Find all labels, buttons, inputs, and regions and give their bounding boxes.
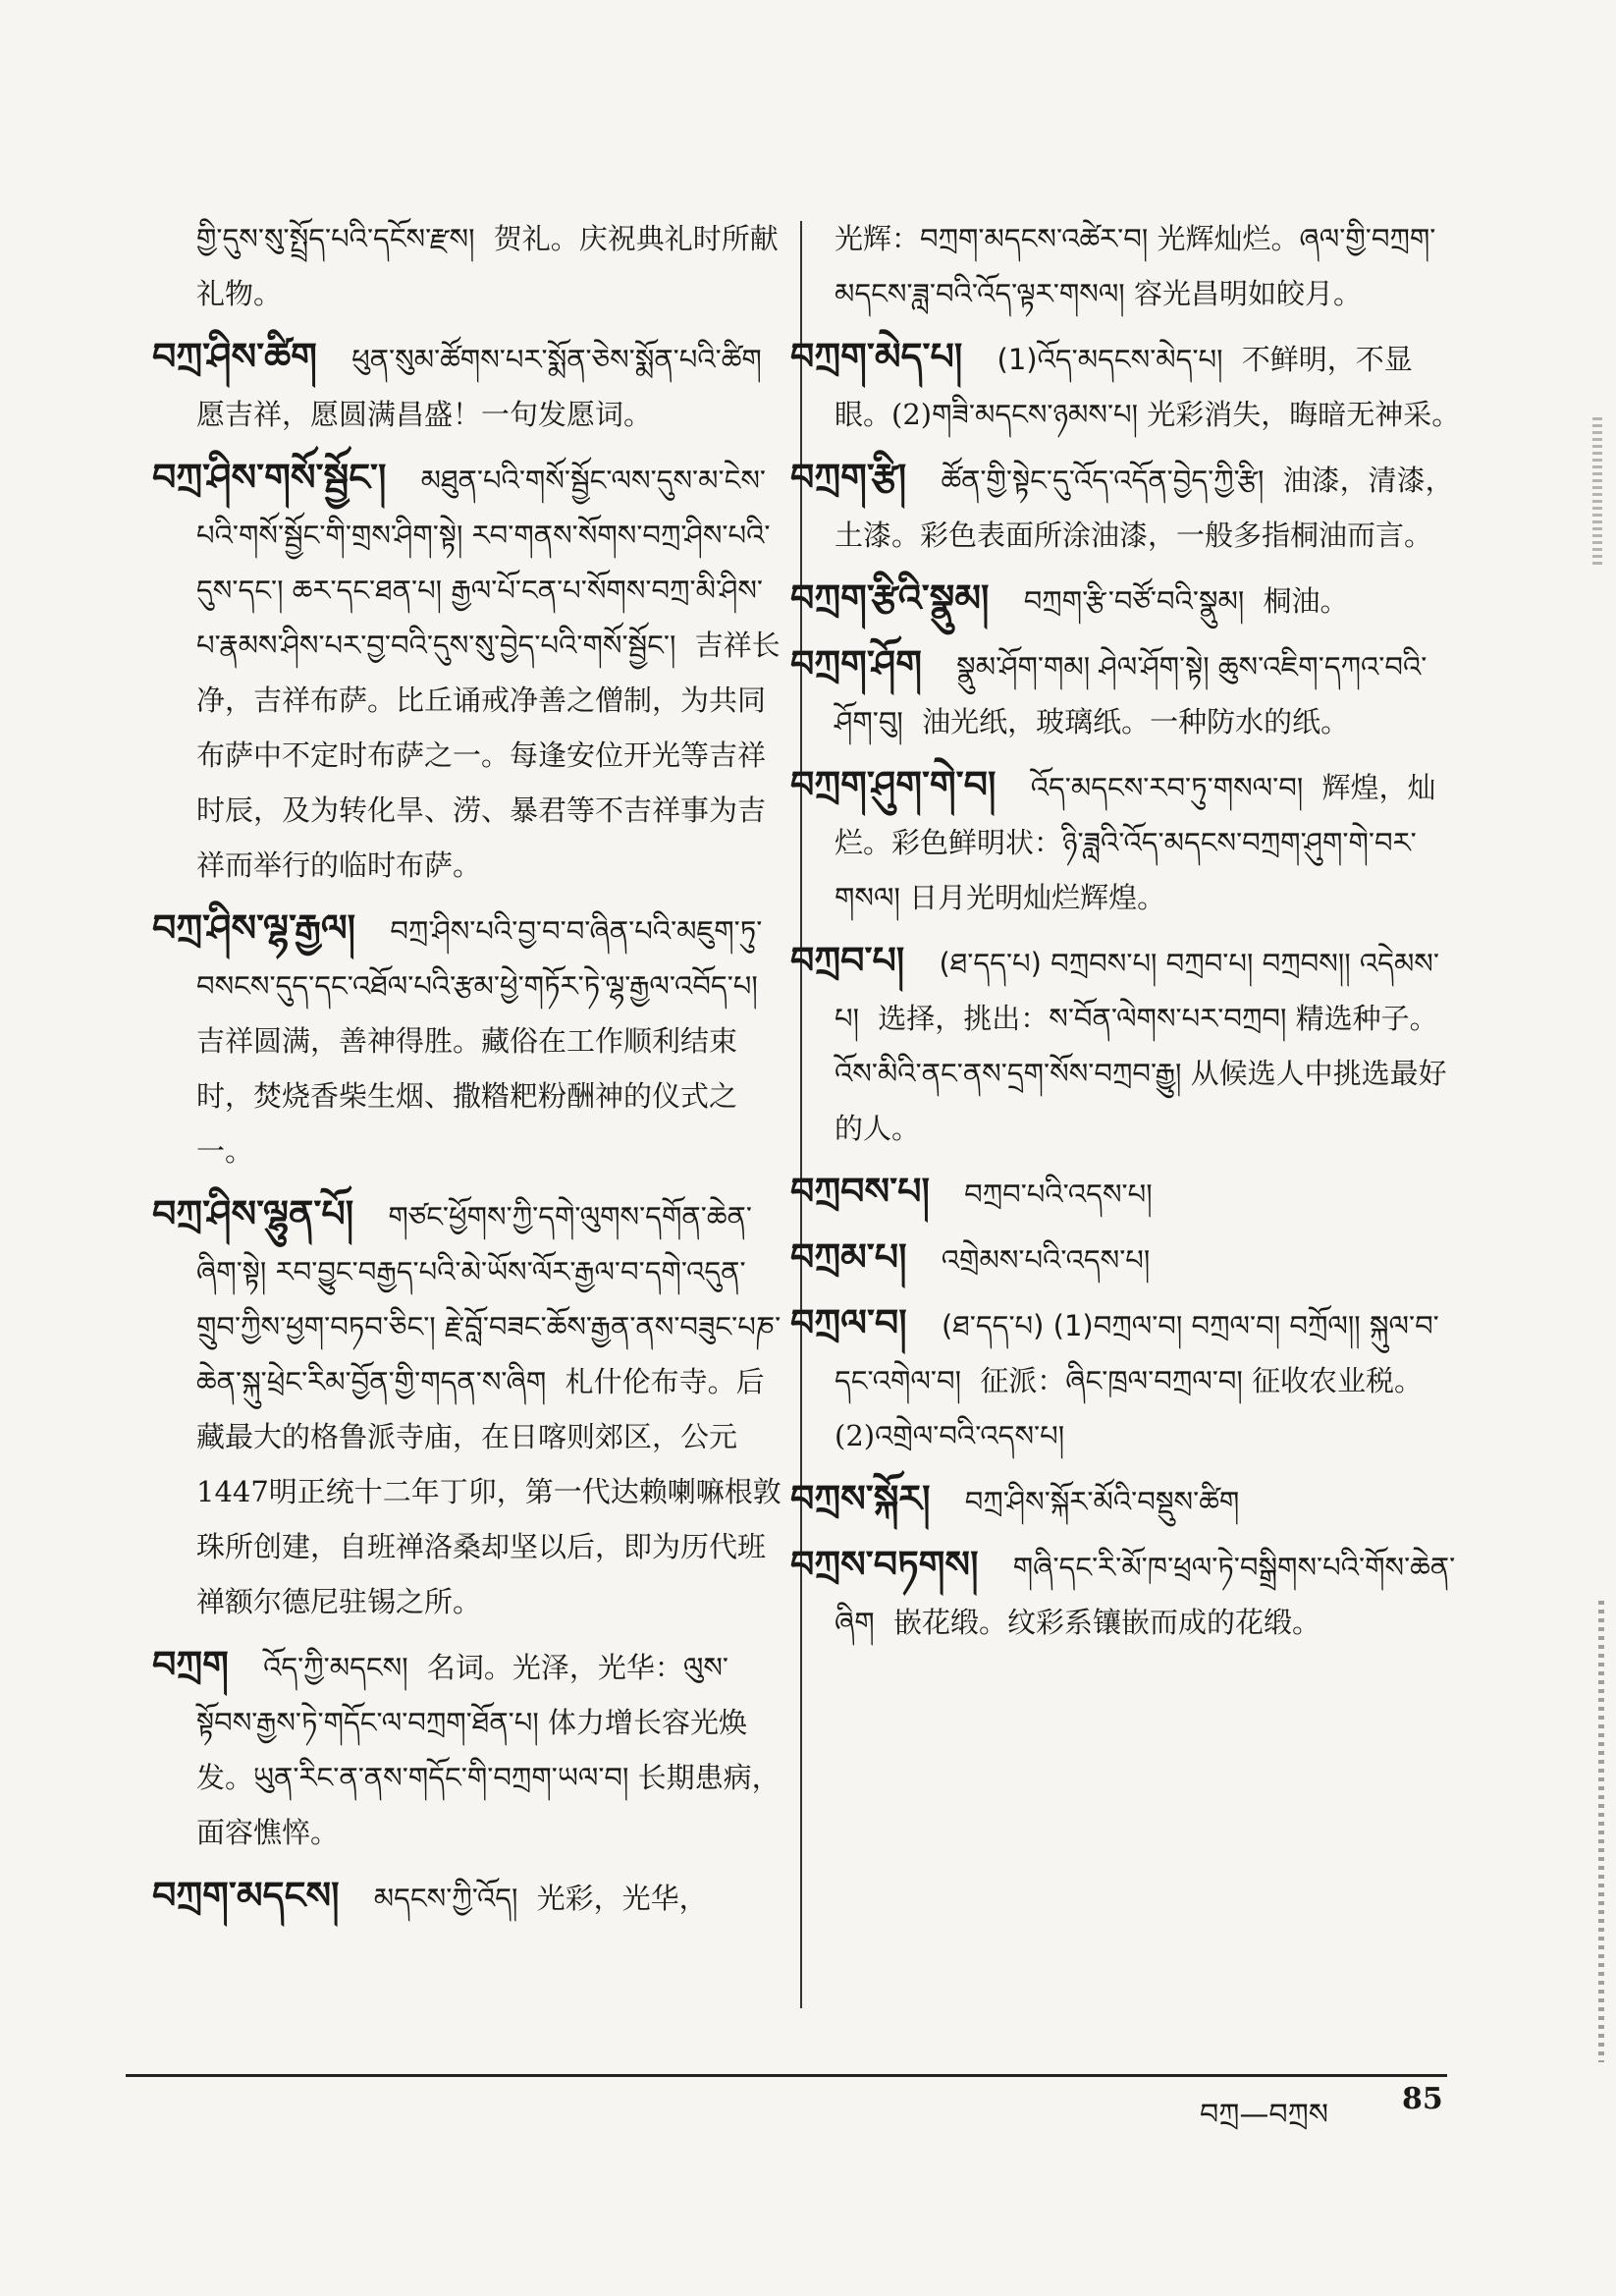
dictionary-entry bbox=[152, 450, 785, 893]
entry-tibetan: འོད་ཀྱི་མདངས། bbox=[263, 1651, 408, 1684]
dictionary-entry bbox=[790, 571, 1463, 629]
entry-headword: བཀྲག་ཤོག bbox=[790, 642, 922, 685]
dictionary-entry bbox=[835, 211, 1463, 321]
entry-tibetan: བཀྲག་རྩི་བཙོ་བའི་སྣུམ། bbox=[1023, 584, 1245, 618]
dictionary-entry bbox=[152, 329, 785, 442]
dictionary-entry bbox=[152, 901, 785, 1178]
entry-chinese: 贺礼。庆祝典礼时所献礼物。 bbox=[196, 222, 779, 310]
entry-chinese: 光辉：བཀྲག་མདངས་འཚེར་བ། 光辉灿烂。ཞལ་གྱི་བཀྲག་མདངས་ཟླ་བའི་འོད་ལྟར་གསལ། 容光昌明如皎月。 bbox=[835, 222, 1436, 310]
entry-headword: བཀྲག་མེད་པ། bbox=[790, 335, 963, 378]
entry-headword: བཀྲས་བཏགས། bbox=[790, 1543, 979, 1586]
scan-edge-marks bbox=[1598, 1601, 1604, 2062]
entry-tibetan: ཕུན་སུམ་ཚོགས་པར་སྨོན་ཅེས་སྨོན་པའི་ཚིག bbox=[351, 343, 762, 376]
running-head: བཀྲ—བཀྲས bbox=[1200, 2098, 1328, 2132]
entry-chinese: 名词。光泽，光华：ལུས་སྟོབས་རྒྱས་ཏེ་གདོང་ལ་བཀྲག་ཐོན་པ། 体力增长容光焕发。ཡུན་རིང་ན་ནས་གདོང་གི་བཀྲག་ཡལ་བ། 长期患病，面容憔悴。 bbox=[196, 1651, 781, 1849]
entry-headword: བཀྲས་སྐོར། bbox=[790, 1477, 931, 1520]
entry-chinese: 吉祥长净，吉祥布萨。比丘诵戒净善之僧制，为共同布萨中不定时布萨之一。每逢安位开光等吉祥时辰，及为转化旱、涝、暴君等不吉祥事为吉祥而举行的临时布萨。 bbox=[196, 629, 781, 882]
entry-tibetan: མཐུན་པའི་གསོ་སྦྱོང་ལས་དུས་མ་ངེས་པའི་གསོ་སྦྱོང་གི་གྲས་ཤིག་སྟེ། རབ་གནས་སོགས་བཀྲ་ཤིས་པའི་དུས་དང་། ཆར་དང་ཐན་པ། རྒྱལ་པོ་ངན་པ་སོགས་བཀྲ་མི་ཤིས་པ་རྣམས་ཤིས་པར་བྱ་བའི་དུས་སུ་བྱེད་པའི་གསོ་སྦྱོང་། bbox=[196, 464, 771, 662]
entry-chinese: 征派：ཞིང་ཁྲལ་བཀྲལ་བ། 征收农业税。(2)འགྲེལ་བའི་འདས་པ། bbox=[835, 1364, 1424, 1452]
dictionary-entry bbox=[152, 1868, 785, 1926]
entry-tibetan: གཞི་དང་རི་མོ་ཁ་ཕྲལ་ཏེ་བསྒྲིགས་པའི་གོས་ཆེན་ཞིག bbox=[835, 1551, 1456, 1639]
dictionary-entry bbox=[790, 450, 1463, 563]
dictionary-entry bbox=[790, 1164, 1463, 1222]
dictionary-entry bbox=[196, 211, 785, 321]
scan-edge-marks bbox=[1592, 417, 1602, 565]
entry-chinese: 辉煌，灿烂。彩色鲜明状：ཉི་ཟླའི་འོད་མདངས་བཀྲག་ཤུག་གེ་བར་གསལ། 日月光明灿烂辉煌。 bbox=[835, 771, 1436, 914]
entry-tibetan: གྱི་དུས་སུ་སྤྲོད་པའི་དངོས་རྫས། bbox=[196, 222, 475, 255]
entry-chinese: 愿吉祥，愿圆满昌盛！一句发愿词。 bbox=[196, 398, 653, 431]
entry-tibetan: སྣུམ་ཤོག་གམ། ཤེལ་ཤོག་སྟེ། ཆུས་འཇིག་དཀའ་བའི་ཤོག་བུ། bbox=[835, 650, 1427, 738]
entry-headword: བཀྲག་རྩི། bbox=[790, 456, 907, 499]
entry-headword: བཀྲག་མདངས། bbox=[152, 1874, 340, 1917]
dictionary-entry bbox=[152, 1186, 785, 1629]
dictionary-entry bbox=[790, 329, 1463, 442]
entry-headword: བཀྲབས་པ། bbox=[790, 1170, 930, 1213]
entry-headword: བཀྲ་ཤིས་ལྷུན་པོ། bbox=[152, 1192, 354, 1235]
footer-rule bbox=[126, 2074, 1447, 2077]
entry-tibetan: ཚོན་གྱི་སྟེང་དུ་འོད་འདོན་བྱེད་ཀྱི་རྩི། bbox=[941, 464, 1265, 497]
dictionary-entry bbox=[790, 1537, 1463, 1650]
entry-tibetan: བཀྲབ་པའི་འདས་པ། bbox=[964, 1177, 1153, 1211]
entry-tibetan: མདངས་ཀྱི་འོད། bbox=[373, 1882, 518, 1915]
entry-tibetan: བཀྲ་ཤིས་པའི་བྱ་བ་བ་ཞིན་པའི་མཇུག་ཏུ་བསངས་དུད་དང་འཐོལ་པའི་རྩམ་ཕྱེ་གཏོར་ཏེ་ལྷ་རྒྱལ་འབོད་པ། bbox=[196, 914, 763, 1003]
entry-headword: བཀྲ་ཤིས་ཚིག bbox=[152, 335, 317, 378]
entry-tibetan: (1)འོད་མདངས་མེད་པ། bbox=[997, 343, 1223, 376]
dictionary-entry bbox=[790, 636, 1463, 749]
entry-headword: བཀྲབ་པ། bbox=[790, 939, 905, 982]
entry-headword: བཀྲལ་བ། bbox=[790, 1301, 907, 1344]
left-column bbox=[152, 211, 785, 1934]
entry-headword: བཀྲག་ཤུག་གེ་བ། bbox=[790, 763, 997, 806]
entry-tibetan: གཙང་ཕྱོགས་ཀྱི་དགེ་ལུགས་དགོན་ཆེན་ཞིག་སྟེ། རབ་བྱུང་བརྒྱད་པའི་མེ་ཡོས་ལོར་རྒྱལ་བ་དགེ་འདུན་གྲུབ་ཀྱིས་ཕྱག་བཏབ་ཅིང་། རྗེ་བློ་བཟང་ཆོས་རྒྱན་ནས་བཟུང་པཎ་ཆེན་སྐུ་ཕྲེང་རིམ་བྱོན་གྱི་གདན་ས་ཞིག bbox=[196, 1200, 781, 1398]
dictionary-entry bbox=[790, 933, 1463, 1156]
entry-chinese: 选择，挑出：ས་བོན་ལེགས་པར་བཀྲབ། 精选种子。འོས་མིའི་ནང་ནས་དྲག་སོས་བཀྲབ་རྒྱུ། 从候选人中挑选最好的人。 bbox=[835, 1002, 1447, 1145]
entry-chinese: 光彩，光华， bbox=[536, 1882, 708, 1915]
right-column bbox=[790, 211, 1463, 1658]
entry-tibetan: བཀྲ་ཤིས་སྐོར་མོའི་བསྡུས་ཚིག bbox=[964, 1485, 1240, 1518]
entry-chinese: 桐油。 bbox=[1263, 584, 1349, 618]
entry-headword: བཀྲག་རྩིའི་སྣུམ། bbox=[790, 576, 990, 620]
dictionary-entry bbox=[790, 757, 1463, 925]
entry-tibetan: འོད་མདངས་རབ་ཏུ་གསལ་བ། bbox=[1030, 771, 1304, 804]
entry-chinese: 不鲜明，不显眼。(2)གཟི་མདངས་ཉམས་པ། 光彩消失，晦暗无神采。 bbox=[835, 343, 1461, 431]
entry-chinese: 札什伦布寺。后藏最大的格鲁派寺庙，在日喀则郊区，公元1447明正统十二年丁卯，第一代达赖喇嘛根敦珠所创建，自班禅洛桑却坚以后，即为历代班禅额尔德尼驻锡之所。 bbox=[196, 1365, 781, 1618]
dictionary-entry bbox=[790, 1295, 1463, 1463]
dictionary-entry bbox=[790, 1230, 1463, 1287]
entry-chinese: 油漆，清漆，土漆。彩色表面所涂油漆，一般多指桐油而言。 bbox=[835, 464, 1454, 552]
entry-chinese: 油光纸，玻璃纸。一种防水的纸。 bbox=[922, 705, 1350, 738]
entry-tibetan: འགྲེམས་པའི་འདས་པ། bbox=[941, 1243, 1151, 1277]
page-number: 85 bbox=[1402, 2082, 1443, 2116]
dictionary-entry bbox=[152, 1637, 785, 1860]
entry-headword: བཀྲ་ཤིས་གསོ་སྦྱོང་། bbox=[152, 456, 387, 499]
entry-headword: བཀྲ་ཤིས་ལྷ་རྒྱལ། bbox=[152, 906, 356, 950]
entry-chinese: 嵌花缎。纹彩系镶嵌而成的花缎。 bbox=[892, 1606, 1320, 1639]
entry-headword: བཀྲག bbox=[152, 1643, 229, 1686]
entry-headword: བཀྲམ་པ། bbox=[790, 1235, 907, 1279]
entry-chinese: 吉祥圆满，善神得胜。藏俗在工作顺利结束时，焚烧香柴生烟、撒糌粑粉酬神的仪式之一。 bbox=[196, 1024, 738, 1168]
entry-tibetan: (ཐ་དད་པ) (1)བཀྲལ་བ། བཀྲལ་བ། བཀྲོལ།། སྐུལ་བ་དང་འགེལ་བ། bbox=[835, 1309, 1439, 1397]
dictionary-entry bbox=[790, 1471, 1463, 1529]
entry-tibetan: (ཐ་དད་པ) བཀྲབས་པ། བཀྲབ་པ། བཀྲབས།། འདེམས་པ། bbox=[835, 947, 1439, 1035]
